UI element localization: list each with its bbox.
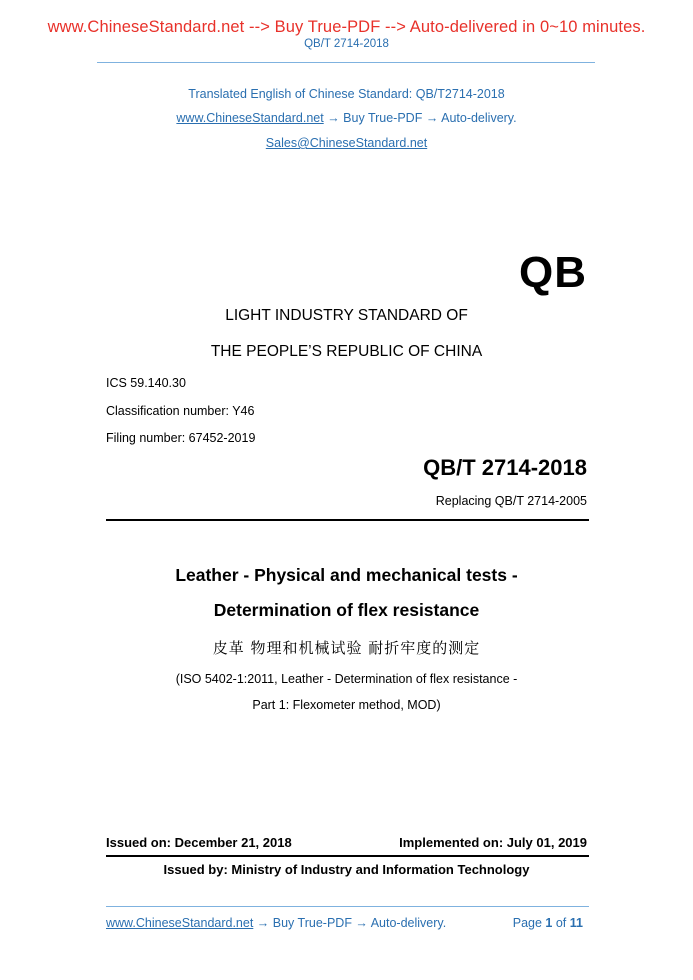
- email-line: [0, 136, 693, 150]
- title-line-2: Determination of flex resistance: [213, 600, 480, 620]
- replacing-standard: Replacing QB/T 2714-2005: [435, 494, 587, 508]
- standard-number: QB/T 2714-2018: [423, 455, 587, 480]
- email-link[interactable]: Sales@ChineseStandard.net: [265, 136, 428, 150]
- ics-code: ICS 59.140.30: [106, 376, 186, 390]
- footer-divider: [106, 906, 589, 907]
- page-label: Page: [512, 916, 542, 930]
- title-line-1: Leather - Physical and mechanical tests -: [175, 565, 518, 585]
- footer-site-link[interactable]: www.ChineseStandard.net: [106, 916, 254, 930]
- header-divider: [97, 62, 595, 63]
- industry-line-1: LIGHT INDUSTRY STANDARD OF: [225, 307, 468, 324]
- iso-reference-line-1: (ISO 5402-1:2011, Leather - Determination of flex resistance -: [175, 672, 518, 686]
- issuer-divider: [106, 855, 589, 857]
- footer-buy-line: [106, 916, 446, 930]
- qb-logo: QB: [519, 248, 587, 297]
- intro-buy-line: [0, 111, 693, 125]
- title-divider: [106, 519, 589, 521]
- promo-banner: www.ChineseStandard.net --> Buy True-PDF --> Auto-delivered in 0~10 minutes.: [47, 18, 646, 36]
- buy-text: → Buy True-PDF → Auto-delivery.: [327, 111, 517, 125]
- issued-on: Issued on: December 21, 2018: [106, 835, 292, 850]
- title-chinese: 皮革 物理和机械试验 耐折牢度的测定: [212, 639, 481, 657]
- page-current: 1: [545, 916, 553, 930]
- of-label: of: [555, 916, 567, 930]
- page-indicator: [513, 916, 583, 930]
- implemented-on: Implemented on: July 01, 2019: [399, 835, 587, 850]
- filing-number: Filing number: 67452-2019: [106, 431, 256, 445]
- page-total: 11: [569, 916, 583, 930]
- industry-line-2: THE PEOPLE’S REPUBLIC OF CHINA: [210, 343, 483, 360]
- footer-buy-text: → Buy True-PDF → Auto-delivery.: [256, 916, 447, 930]
- translated-notice: Translated English of Chinese Standard: QB/T2714-2018: [188, 87, 505, 101]
- header-standard-number: QB/T 2714-2018: [304, 38, 389, 50]
- classification-number: Classification number: Y46: [106, 404, 255, 418]
- issued-by: Issued by: Ministry of Industry and Information Technology: [163, 862, 530, 877]
- iso-reference-line-2: Part 1: Flexometer method, MOD): [252, 698, 441, 712]
- site-link[interactable]: www.ChineseStandard.net: [176, 111, 324, 125]
